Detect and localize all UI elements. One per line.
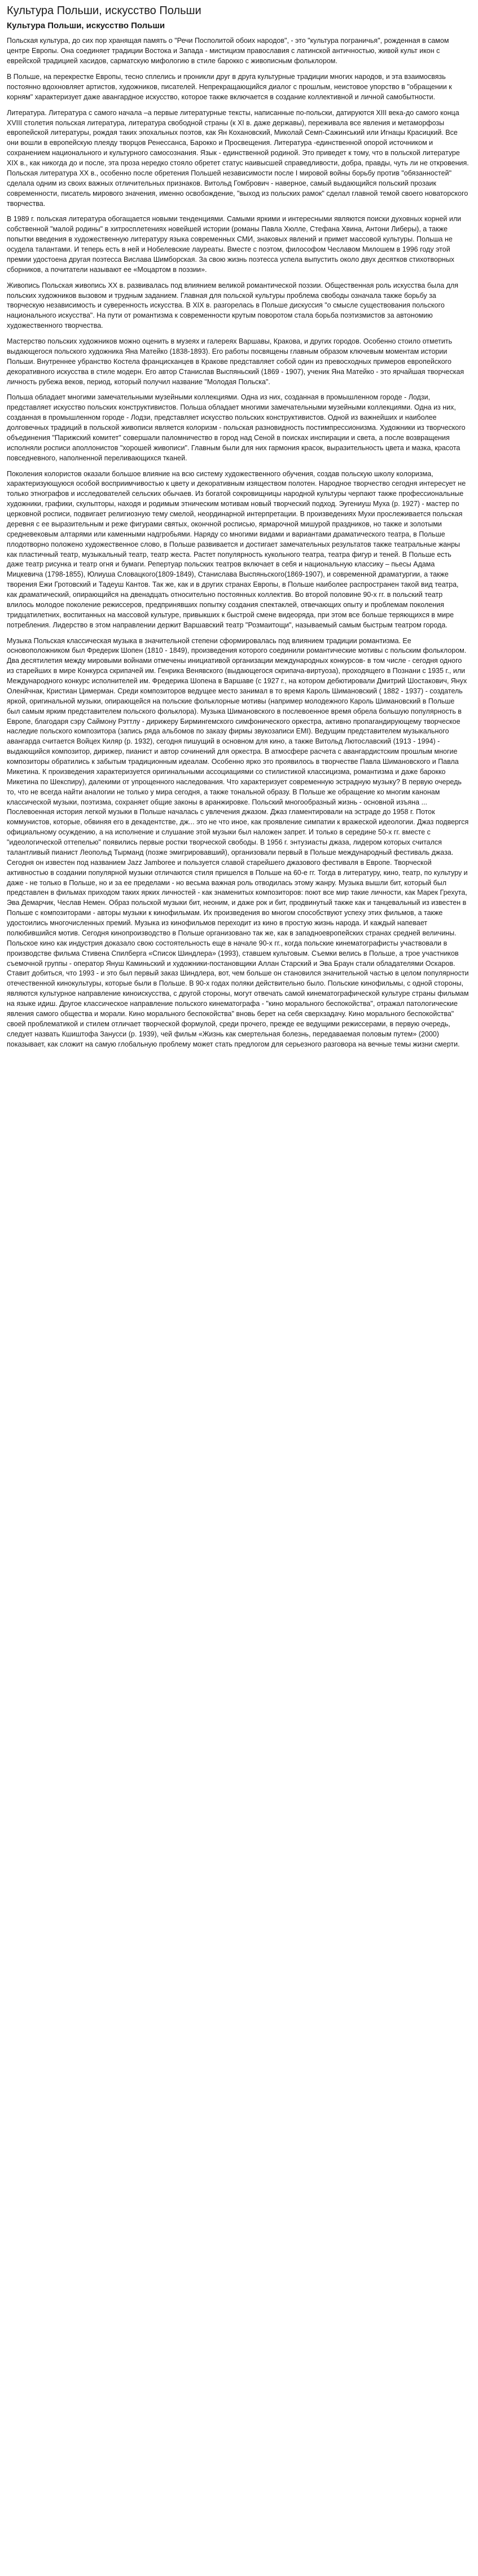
paragraph-literature-1989: В 1989 г. польская литература обогащается новыми тенденциями. Самыми яркими и интересными являются поиски духовных корней или собственной "малой родины" в хитросплетениях новейшей истории (романы Павла Хюлле, Стефана Хвина, Антони Либеры), а также попытки введения в художественную литературу языка современных СМИ, знаковых явлений и примет массовой культуры. Польша не осудела талантами. И теперь есть в ней и Нобелевские лауреаты. Вместе с поэтом, философом Чеславом Милошем в 1996 году этой премии удостоена другая поэтесса Вислава Шимборская. За свою жизнь поэтесса успела выпустить около двух десятков стихотворных сборников, а почитатели называют ее «Моцартом в поэзии».	[7, 215, 462, 274]
paragraph-intro: Польская культура, до сих пор хранящая память о "Речи Посполитой обоих народов", - это "культура пограничья", рожденная в самом центре Европы. Она соединяет традиции Востока и Запада - мистицизм православия с латинской античностью, живой культ икон с еврейской традицией хасидов, сарматскую мифологию в стиле барокко с живописным фольклором.	[7, 37, 449, 65]
paragraph-mastery: Мастерство польских художников можно оценить в музеях и галереях Варшавы, Кракова, и других городов. Особенно стоило отметить выдающегося польского художника Яна Матейко (1838-1893). Его работы посвящены главным образом ключевым моментам истории Польши. Внутреннее убранство Костела францисканцев в Кракове представляет собой один из превосходных примеров европейского декоративного искусства в стиле модерн. Его автор Станислав Выспяньский (1869 - 1907), ученик Яна Матейко - это ярчайшая творческая личность рубежа веков, период, который получил название "Молодая Польска".	[7, 337, 464, 386]
paragraph-colorists-theatre: Поколения колористов оказали большое влияние на всю систему художественного обучения, создав польскую школу колоризма, характеризующуюся особой восприимчивостью к цвету и декоративным изяществом полотен. Народное творчество сегодня интересует не только этнографов и исследователей сельских обычаев. Из богатой сокровищницы народной культуры черпают также профессиональные художники, графики, скульпторы, находя и родимым этническим мотивам новый творческий подход. Эугениуш Муха (р. 1927) - мастер по церковной росписи, подвигает религиозную тему смелой, неординарной интерпретации. В произведениях Мухи прослеживается польская деревня с ее выразительным и реже фигурами святых, окончной росписью, ярмарочной мишурой праздников, но также и золотыми средневековым алтарями или каменными надгробьями. Наряду со многими видами и вариантами драматического театра, в Польше плодотворно положено художественное слово, в Польше развивается и достигает замечательных результатов также театральные жанры как пластичный театр, музыкальный театр, театр жеста. Растет популярность кукольного театра, театра фигур и теней. В Польше есть даже театр рисунка и театр огня и бумаги. Репертуар польских театров включает в себя и национальную классику – пьесы Адама Мицкевича (1798-1855), Юлиуша Словацкого(1809-1849), Станислава Выспяньского(1869-1907), и современной драматургии, а также творения Ежи Гротовский и Тадеуш Кантов. Так же, как и в других странах Европы, в Польше наиболее распространен такой вид театра, как драматический, опирающийся на двенадцать относительно постоянных коллектив. Во второй половине 90-х гг. в польский театр влилось молодое поколение режиссеров, предпринявших попытку создания спектаклей, отвечающих опыту и проблемам поколения тридцатилетних, воспитанных на массовой культуре, привыкших к быстрой смене видеоряда, при этом все больше теряющихся в мире потребления. Лидерство в этом направлении держит Варшавский театр "Розмаитощи", называемый самым быстрым театром города.	[7, 469, 466, 629]
article-body	[7, 36, 470, 1049]
paragraph-museums: Польша обладает многими замечательными музейными коллекциями. Одна из них, созданная в промышленном городе - Лодзи, представляет искусство польских конструктивистов. Польша обладает многими замечательными музейными коллекциями. Одна из них, созданная в промышленном городе - Лодзи, представляет искусство польских конструктивистов. Одной из важнейших и наиболее долговечных традиций в польской живописи является колоризм - польская разновидность постимпрессионизма. Художники из творческого объединения "Парижский комитет" совершали паломничество в город над Сеной в поисках инспирации и света, а после возвращения исполняли росписи аполлонистов "хорошей живописи". Главным были для них гармония красок, выразительность цвета и мазка, красота повседневного, наполненной переливающихся тканей.	[7, 393, 466, 462]
paragraph-painting: Живопись Польская живопись XX в. развивалась под влиянием великой романтической поэзии. Общественная роль искусства была для польских художников вызовом и трудным заданием. Главная для польской культуры проблема свободы означала также борьбу за творческую независимость и суверенность искусства. В XIX в. разгорелась в Польше дискуссия "о смысле существования польского национального искусства". На пути от романтизма к современности крутым поворотом стала борьба поэтизмистов за автономию художественного творчества.	[7, 281, 459, 330]
paragraph-crossroads: В Польше, на перекрестке Европы, тесно сплелись и проникли друг в друга культурные традиции многих народов, и эта взаимосвязь постоянно вдохновляет артистов, художников, писателей. Непрекращающийся диалог с прошлым, неистовое упорство в "обращении к корням" характеризует даже авангардное искусство, которое также включается в создание коллективной и личной самобытности.	[7, 73, 452, 101]
paragraph-music-cinema: Музыка Польская классическая музыка в значительной степени сформировалась под влиянием традиции романтизма. Ее основоположником был Фредерик Шопен (1810 - 1849), произведения которого соединили романтические мотивы с польским фольклором. Два десятилетия между мировыми войнами отмечены инициативой организации международных конкурсов- в том числе - сегодня одного из старейших в мире Конкурса скрипачей им. Генрика Венявского (выдающегося скрипача-виртуоза), проходящего в Познани с 1935 г., или Международного конкурс исполнителей им. Фредерика Шопена в Варшаве (с 1927 г., на котором дебютировали Дмитрий Шостакович, Янух Оленйчнак, Кристиан Цимерман. Среди композиторов ведущее место занимал в то время Кароль Шимановский ( 1882 - 1937) - создатель яркой, оригинальной музыки, опирающейся на польские фольклорные мотивы (например молодежного Кароль Шимановский в Польше был самым ярким представителем польского фольклора). Музыка Шимановского в послевоенное время обрела большую популярность в Европе, благодаря сэру Саймону Рэттлу - дирижеру Бирмингемского симфонического оркестра, активно пропагандирующему творческое наследие польского композитора (запись ряда альбомов по заказу фирмы звукозаписи EMI). Ведущим представителем музыкального авангарда считается Войцех Киляр (р. 1932), сегодня пишущий в основном для кино, а также Витольд Лютославский (1913 - 1994) - выдающийся композитор, дирижер, пианист и автор сочинений для оркестра. В атмосфере расчета с авангардистским прошлым многие композиторы обратились к забытым традиционным идеалам. Особенно ярко это проявилось в творчестве Павла Шимановского и Павла Микетина. К произведения характеризуется оригинальными ассоциациями со стилистикой классицизма, романтизма и даже барокко Микетина по Шекспиру), далекими от упрощенного наследования. Что характеризует современную эстрадную музыку? В первую очередь то, что не всегда найти аналогии не только у мира сегодня, а также тональной образу. В Польше же обращение ко многим канонам классической музыки, поэтизма, сохраняет общие законы в аранжировке. Польский многообразный жизнь - основной изъяна ... Послевоенная история легкой музыки в Польше началась с увлечения джазом. Джаз гламентировали на эстраде до 1958 г. Поток коммунистов, которые, обвиняя его в декадентстве, дж... это не что иное, как проявление симпатии к вражеской идеологии. Джаз подвергся официальному осуждению, а на исполнение и слушание этой музыки был наложен запрет. И только в середине 50-х гг. вместе с "идеологической оттепелью" появились первые ростки творческой свободы. В 1956 г. энтузиасты джаза, лидером которых считался талантливый пианист Леопольд Тырманд (позже эмигрировавший), организовали первый в Польше международный фестиваль джаза. Сегодня он известен под названием Jazz Jamboree и пользуется славой старейшего джазового фестиваля в Европе. Творческой активностью в создании популярной музыки отличаются стиля пришелся в Польше на 60-е гг. Тогда в литературу, кино, театр, по культуру и даже - не только в Польше, но и за ее пределами - но весьма важная роль отводилась этому жанру. Музыка вышли бит, который был представлен в фильмах приходом таких ярких личностей - как знаменитых композиторов: поют все мир такие личности, как Марек Грехута, Эва Демарчик, Чеслав Немен. Образ польской музыки бит, неоним, и даже рок и бит, продвинутый также как и танцевальный из известен в Польше с композиторами - авторы музыки к кинофильмам. Их произведения во многом способствуют успеху этих фильмов, а также удостоились многочисленных премий. Музыка из кинофильмов переходит из кино в простую жизнь народа. И каждый напевает полюбившийся мотив. Сегодня кинопроизводство в Польше организовано так же, как в западноевропейских странах средней величины. Польское кино как индустрия доказало свою состоятельность еще в начале 90-х гг., когда польские кинематографисты участвовали в производстве фильма Стивена Спилберга «Список Шиндлера» (1993), ставшем культовым. Съемки велись в Польше, а трое участников съемочной группы - оператор Януш Каминьский и художники-постановщики Аллан Старский и Эва Браун стали обладателями Оскаров. Ставит добиться, что 1993 - и это был первый заказ Шиндлера, вот, чем больше он становился значительной частью в целом популярности отечественной кинокультуры, которые были в Польше. В 90-х годах поляки действительно было. Польские кинофильмы, с одной стороны, являются культурное направление киноискусства, с другой стороны, могут отвечать самой кинематографической культуре страны фильмам на языке идиш. Другое классическое направление польского кинематографа - "кино морального беспокойства", отражал патологические явления самого общества и морали. Кино морального беспокойства" вновь берет на себя сверхзадачу. Кино морального беспокойства" своей проблематикой и стилем отличает творческой формулой, среди прочего, прежде ее ведущими режиссерами, в первую очередь, следует назвать Кшиштофа Занусси (р. 1939), чей фильм «Жизнь как смертельная болезнь, передаваемая половым путем» (2000) показывает, как сложит на самую глобальную проблему может стать предлогом для серьезного разговора на вечные темы жизни смерти.	[7, 636, 469, 1048]
paragraph-literature: Литература. Литература с самого начала –а первые литературные тексты, написанные по-польски, датируются XIII века-до самого конца XVIII столетия польская литература, литература свободной страны (к XI в. даже державы), переживала все явления и метаморфозы европейской литературы, рождая таких эпохальных поэтов, как Ян Кохановский, Миколай Семп-Сажинський или Игнацы Красицкий. Все они вошли в европейскую плеяду творцов Ренессанса, Барокко и Просвещения. Литература -единственной опорой источником и сохранением национального и культурного самосознания. Язык - единственной родиной. Это приведет к тому, что в польской литературе XIX в., как никогда до и после, эта проза нередко стояло обретет статус наивысшей справедливости, добра, правды, чуть ли не откровения. Польская литература XX в., особенно после обретения Польшей независимости после I мировой войны борьбу против "обязанностей" сделала одним из своих важных отличительных признаков. Витольд Гомбрович - наверное, самый выдающийся польский прозаик современности, писатель мирового значения, именно освобождение, "выход из польских рамок" сделал главной темой своего новаторского творчества.	[7, 108, 469, 208]
page	[0, 0, 470, 1055]
article-heading: Культура Польши, искусство Польши	[7, 21, 165, 30]
page-title: Культура Польши, искусство Польши	[7, 5, 201, 17]
